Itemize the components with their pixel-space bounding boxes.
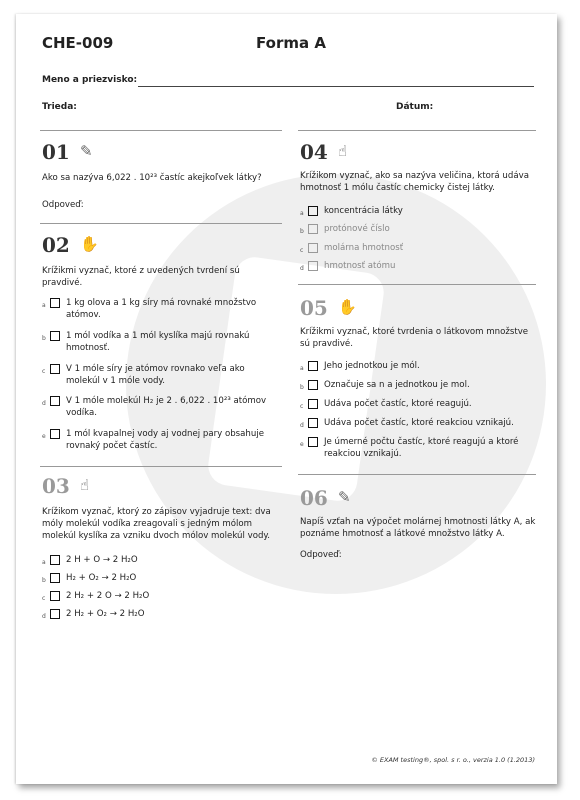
name-label: Meno a priezvisko:	[42, 75, 138, 85]
question-3-option-a[interactable]	[42, 554, 276, 569]
option-text: 1 kg olova a 1 kg síry má rovnaké množstvo atómov.	[66, 298, 257, 320]
option-text: protónové číslo	[324, 224, 390, 234]
checkbox[interactable]	[308, 224, 318, 234]
divider	[40, 130, 282, 131]
checkbox[interactable]	[50, 591, 60, 601]
option-text: 2 H₂ + O₂ → 2 H₂O	[66, 609, 145, 619]
checkbox[interactable]	[50, 364, 60, 374]
question-4-number: 04	[300, 140, 328, 164]
divider	[298, 474, 536, 475]
checkbox[interactable]	[50, 555, 60, 565]
question-4-option-c[interactable]	[300, 242, 534, 257]
checkbox[interactable]	[50, 429, 60, 439]
option-letter: d	[300, 422, 304, 429]
pointing-hand-icon: ☝	[338, 142, 348, 160]
checkbox[interactable]	[308, 206, 318, 216]
question-6-text: Napíš vzťah na výpočet molárnej hmotnosti látky A, ak poznáme hmotnosť a látkové množstvo látky A.	[300, 517, 536, 539]
option-letter: b	[42, 335, 46, 342]
checkbox[interactable]	[50, 331, 60, 341]
question-1-number: 01	[42, 140, 70, 164]
divider	[40, 466, 282, 467]
pencil-icon: ✎	[80, 142, 93, 160]
option-text: molárna hmotnosť	[324, 243, 404, 253]
option-letter: a	[300, 365, 304, 372]
option-text: V 1 móle molekúl H₂ je 2 . 6,022 . 10²³ atómov vodíka.	[66, 396, 267, 418]
question-2-option-d[interactable]	[42, 395, 276, 419]
question-5-option-e[interactable]	[300, 436, 534, 460]
option-letter: c	[42, 368, 46, 375]
footer-copyright: © EXAM testing®, spol. s r. o., verzia 1.0 (1.2013)	[371, 756, 535, 764]
question-5-number: 05	[300, 296, 328, 320]
question-2-option-a[interactable]	[42, 297, 276, 321]
question-3-option-d[interactable]	[42, 608, 276, 623]
question-5-option-c[interactable]	[300, 398, 534, 413]
checkbox[interactable]	[50, 298, 60, 308]
question-4-text: Krížikom vyznač, ako sa nazýva veličina, ktorá udáva hmotnosť 1 mólu častíc chemicky čistej látky.	[300, 171, 529, 193]
option-letter: e	[300, 441, 304, 448]
question-2-number: 02	[42, 233, 70, 257]
checkbox[interactable]	[308, 243, 318, 253]
divider	[298, 130, 536, 131]
class-label: Trieda:	[42, 102, 77, 112]
question-1-text: Ako sa nazýva 6,022 . 10²³ častíc akejkoľvek látky?	[42, 173, 262, 183]
option-letter: b	[300, 228, 304, 235]
option-letter: d	[300, 265, 304, 272]
question-2-option-e[interactable]	[42, 428, 276, 452]
option-text: Označuje sa n a jednotkou je mol.	[324, 380, 470, 390]
checkbox[interactable]	[50, 396, 60, 406]
question-4-option-d[interactable]	[300, 260, 534, 275]
question-5-option-b[interactable]	[300, 379, 534, 394]
question-3-option-c[interactable]	[42, 590, 276, 605]
option-letter: e	[42, 433, 46, 440]
checkbox[interactable]	[308, 261, 318, 271]
question-4-option-b[interactable]	[300, 223, 534, 238]
option-text: Je úmerné počtu častíc, ktoré reagujú a ktoré reakciou vznikajú.	[324, 437, 519, 459]
option-text: 2 H + O → 2 H₂O	[66, 555, 138, 565]
option-letter: c	[42, 595, 46, 602]
question-3-option-b[interactable]	[42, 572, 276, 587]
question-2-text: Krížikmi vyznač, ktoré z uvedených tvrdení sú pravdivé.	[42, 266, 240, 288]
option-text: V 1 móle síry je atómov rovnako veľa ako molekúl v 1 móle vody.	[66, 364, 245, 386]
question-2-option-c[interactable]	[42, 363, 276, 387]
question-2-option-b[interactable]	[42, 330, 276, 354]
option-letter: b	[300, 384, 304, 391]
date-label: Dátum:	[396, 102, 434, 112]
exam-sheet	[16, 14, 557, 784]
option-text: hmotnosť atómu	[324, 261, 396, 271]
question-6-number: 06	[300, 486, 328, 510]
answer-label: Odpoveď:	[42, 200, 84, 210]
option-letter: d	[42, 400, 46, 407]
question-5-option-d[interactable]	[300, 417, 534, 432]
option-text: 2 H₂ + 2 O → 2 H₂O	[66, 591, 150, 601]
question-3-number: 03	[42, 474, 70, 498]
answer-label: Odpoveď:	[300, 550, 342, 560]
option-letter: b	[42, 577, 46, 584]
option-text: Jeho jednotkou je mól.	[324, 361, 420, 371]
option-text: koncentrácia látky	[324, 206, 403, 216]
name-field-line[interactable]	[138, 86, 534, 87]
form-label: Forma A	[256, 34, 326, 52]
pointing-hand-icon: ☝	[80, 476, 90, 494]
option-letter: a	[300, 210, 304, 217]
option-letter: a	[42, 302, 46, 309]
divider	[40, 223, 282, 224]
option-letter: a	[42, 559, 46, 566]
question-5-option-a[interactable]	[300, 360, 534, 375]
test-code: CHE-009	[42, 34, 114, 52]
checkbox[interactable]	[308, 361, 318, 371]
checkbox[interactable]	[308, 437, 318, 447]
option-text: Udáva počet častíc, ktoré reagujú.	[324, 399, 472, 409]
option-letter: c	[300, 403, 304, 410]
option-text: 1 mól vodíka a 1 mól kyslíka majú rovnakú hmotnosť.	[66, 331, 250, 353]
question-4-option-a[interactable]	[300, 205, 534, 220]
checkbox[interactable]	[308, 380, 318, 390]
option-text: Udáva počet častíc, ktoré reakciou vznikajú.	[324, 418, 514, 428]
checkbox[interactable]	[308, 399, 318, 409]
option-letter: c	[300, 247, 304, 254]
checkbox[interactable]	[50, 609, 60, 619]
hand-icon: ✋	[338, 298, 357, 316]
checkbox[interactable]	[308, 418, 318, 428]
option-text: H₂ + O₂ → 2 H₂O	[66, 573, 137, 583]
checkbox[interactable]	[50, 573, 60, 583]
question-3-text: Krížikom vyznač, ktorý zo zápisov vyjadruje text: dva móly molekúl vodíka zreagovali s jedným mólom molekúl kyslíka za vzniku dvoch mólov molekúl vody.	[42, 507, 271, 541]
option-letter: d	[42, 613, 46, 620]
divider	[298, 284, 536, 285]
question-5-text: Krížikmi vyznač, ktoré tvrdenia o látkovom množstve sú pravdivé.	[300, 327, 529, 349]
hand-icon: ✋	[80, 235, 99, 253]
option-text: 1 mól kvapalnej vody aj vodnej pary obsahuje rovnaký počet častíc.	[66, 429, 264, 451]
pencil-icon: ✎	[338, 488, 351, 506]
